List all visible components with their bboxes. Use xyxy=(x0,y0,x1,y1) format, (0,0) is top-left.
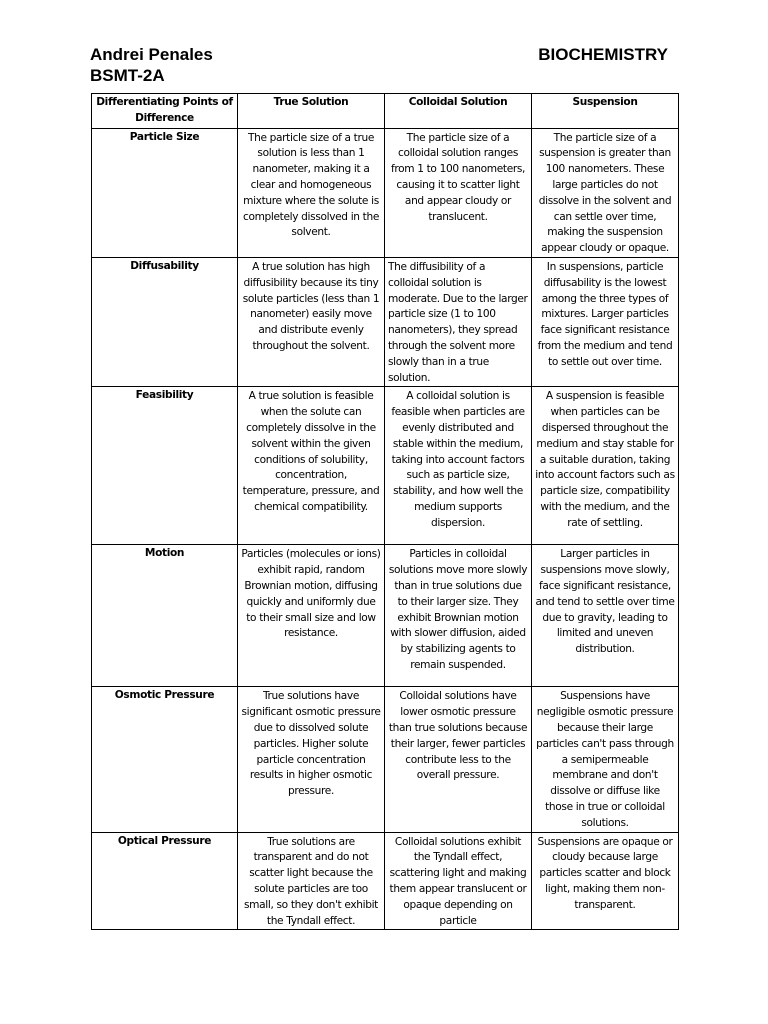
cell-true-solution: A true solution is feasible when the solute can completely dissolve in the solvent within the given conditions of solubility, concentration, temperature, pressure, and chemical compatibility. xyxy=(238,387,385,545)
row-label-motion: Motion xyxy=(92,545,238,687)
comparison-table xyxy=(91,93,679,930)
cell-true-solution: True solutions have significant osmotic pressure due to dissolved solute particles. Higher solute particle concentration results in higher osmotic pressure. xyxy=(238,687,385,832)
column-header-true-solution: True Solution xyxy=(238,94,385,129)
cell-true-solution: A true solution has high diffusibility because its tiny solute particles (less than 1 nanometer) easily move and distribute evenly throughout the solvent. xyxy=(238,257,385,386)
cell-colloidal-solution: A colloidal solution is feasible when particles are evenly distributed and stable within the medium, taking into account factors such as particle size, stability, and how well the medium supports dispersion. xyxy=(385,387,532,545)
row-label-optical-pressure: Optical Pressure xyxy=(92,832,238,930)
column-header-colloidal-solution: Colloidal Solution xyxy=(385,94,532,129)
row-label-particle-size: Particle Size xyxy=(92,128,238,257)
table-row xyxy=(92,687,679,832)
cell-suspension: Suspensions are opaque or cloudy because large particles scatter and block light, making them non-transparent. xyxy=(532,832,679,930)
cell-true-solution: Particles (molecules or ions) exhibit rapid, random Brownian motion, diffusing quickly and uniformly due to their small size and low resistance. xyxy=(238,545,385,687)
table-row xyxy=(92,128,679,257)
row-label-osmotic-pressure: Osmotic Pressure xyxy=(92,687,238,832)
cell-true-solution: The particle size of a true solution is less than 1 nanometer, making it a clear and homogeneous mixture where the solute is completely dissolved in the solvent. xyxy=(238,128,385,257)
table-header-row xyxy=(92,94,679,129)
cell-colloidal-solution: Particles in colloidal solutions move more slowly than in true solutions due to their larger size. They exhibit Brownian motion with slower diffusion, aided by stabilizing agents to remain suspended. xyxy=(385,545,532,687)
cell-suspension: The particle size of a suspension is greater than 100 nanometers. These large particles do not dissolve in the solvent and can settle over time, making the suspension appear cloudy or opaque. xyxy=(532,128,679,257)
table-row xyxy=(92,545,679,687)
column-header-differentiating-points: Differentiating Points of Difference xyxy=(92,94,238,129)
table-row xyxy=(92,387,679,545)
cell-colloidal-solution: The diffusibility of a colloidal solution is moderate. Due to the larger particle size (1 to 100 nanometers), they spread through the solvent more slowly than in a true solution. xyxy=(385,257,532,386)
cell-suspension: A suspension is feasible when particles can be dispersed throughout the medium and stay stable for a suitable duration, taking into account factors such as particle size, compatibility with the medium, and the rate of settling. xyxy=(532,387,679,545)
cell-colloidal-solution: Colloidal solutions have lower osmotic pressure than true solutions because their larger, fewer particles contribute less to the overall pressure. xyxy=(385,687,532,832)
table-row xyxy=(92,257,679,386)
cell-suspension: In suspensions, particle diffusability is the lowest among the three types of mixtures. Larger particles face significant resistance from the medium and tend to settle out over time. xyxy=(532,257,679,386)
cell-colloidal-solution: Colloidal solutions exhibit the Tyndall effect, scattering light and making them appear translucent or opaque depending on particle xyxy=(385,832,532,930)
subject-title: BIOCHEMISTRY xyxy=(538,45,668,64)
cell-suspension: Suspensions have negligible osmotic pressure because their large particles can't pass through a semipermeable membrane and don't dissolve or diffuse like those in true or colloidal solutions. xyxy=(532,687,679,832)
student-section: BSMT-2A xyxy=(90,66,165,85)
cell-true-solution: True solutions are transparent and do not scatter light because the solute particles are too small, so they don't exhibit the Tyndall effect. xyxy=(238,832,385,930)
cell-colloidal-solution: The particle size of a colloidal solution ranges from 1 to 100 nanometers, causing it to scatter light and appear cloudy or translucent. xyxy=(385,128,532,257)
row-label-feasibility: Feasibility xyxy=(92,387,238,545)
table-row xyxy=(92,832,679,930)
column-header-suspension: Suspension xyxy=(532,94,679,129)
row-label-diffusability: Diffusability xyxy=(92,257,238,386)
student-name: Andrei Penales xyxy=(90,45,213,64)
cell-suspension: Larger particles in suspensions move slowly, face significant resistance, and tend to settle over time due to gravity, leading to limited and uneven distribution. xyxy=(532,545,679,687)
